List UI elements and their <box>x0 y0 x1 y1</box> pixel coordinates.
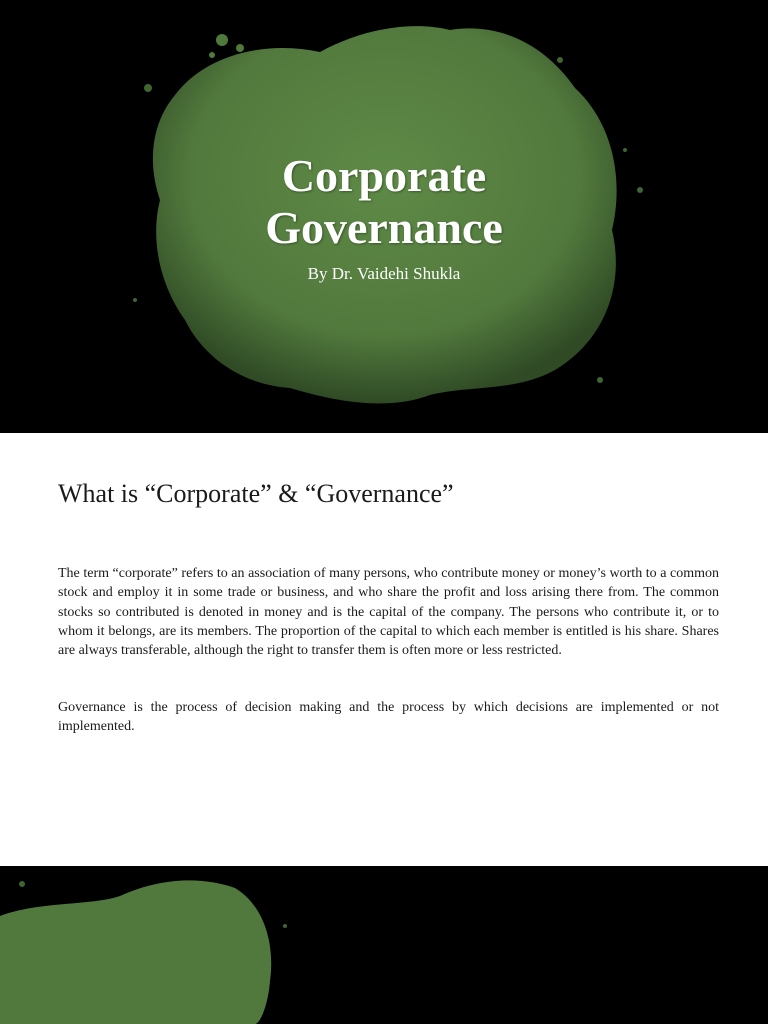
paragraph-corporate: The term “corporate” refers to an association of many persons, who contribute money or money’s worth to a common stock and employ it in some trade or business, and who share the profit and loss arising there from. The common stocks so contributed is denoted in money and is the capital of the company. The persons who contribute it, or to whom it belongs, are its members. The proportion of the capital to which each member is entitled is his share. Shares are always transferable, although the right to transfer them is often more or less restricted. <box>58 566 719 659</box>
paint-splash-graphic-partial <box>0 866 768 1024</box>
title-slide <box>0 0 768 433</box>
title-block <box>0 150 768 284</box>
content-heading: What is “Corporate” & “Governance” <box>58 479 454 508</box>
author-subtitle: By Dr. Vaidehi Shukla <box>307 264 461 283</box>
next-slide-partial <box>0 866 768 1024</box>
content-slide <box>0 433 768 866</box>
paragraph-governance: Governance is the process of decision making and the process by which decisions are implemented or not implemented. <box>58 700 719 735</box>
slide-title-line-2: Governance <box>265 202 503 253</box>
slide-title-line-1: Corporate <box>281 150 487 201</box>
